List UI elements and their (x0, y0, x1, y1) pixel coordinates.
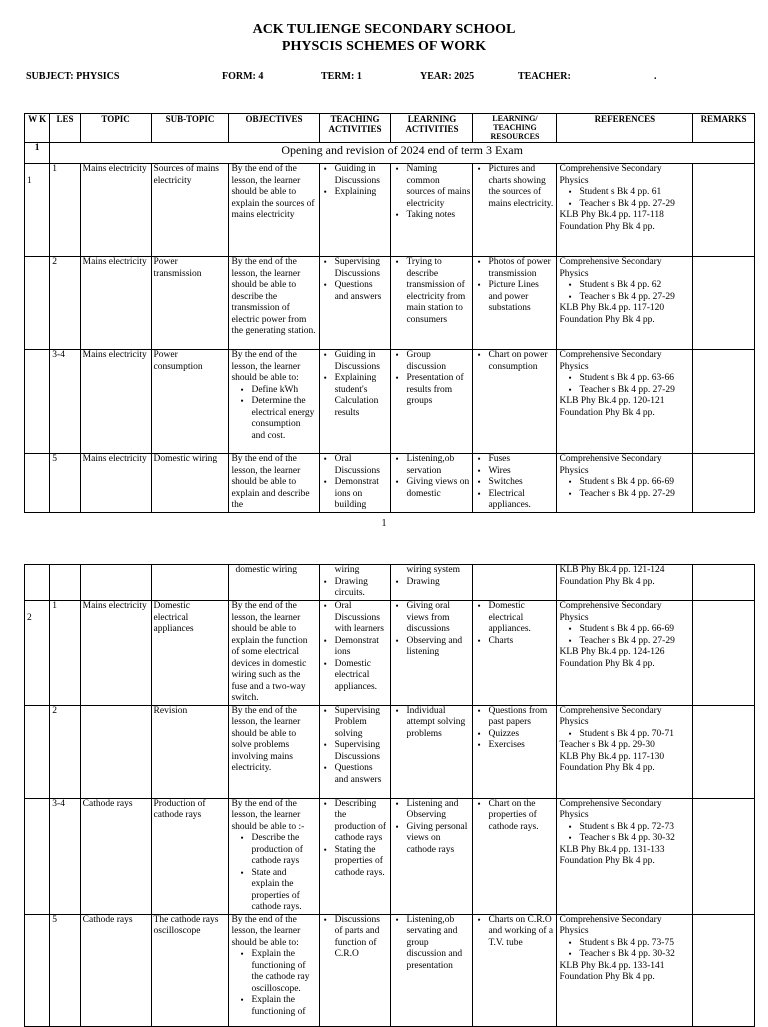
resources-cell (473, 914, 557, 1026)
objectives-text: By the end of the lesson, the learner should be able to describe the transmission of electric power from the generating station. (231, 257, 316, 336)
references-cell (557, 350, 693, 454)
list-item: • Giving views on domestic (406, 477, 470, 500)
ref-line: Foundation Phy Bk 4 pp. (559, 658, 655, 669)
resources-list (475, 257, 554, 315)
ref-list (559, 624, 690, 647)
list-item: • Student s Bk 4 pp. 62 (579, 280, 690, 292)
ref-line: Foundation Phy Bk 4 pp. (559, 972, 655, 982)
objectives-cell (229, 914, 319, 1026)
ref-head: Comprehensive Secondary Physics (559, 798, 662, 820)
subtopic-cell: Domestic wiring (151, 454, 229, 513)
col-header-les: LES (50, 114, 80, 143)
table-row (25, 454, 755, 513)
resources-list (475, 350, 554, 373)
references-cell (557, 257, 693, 350)
list-item: • Questions and answers (335, 763, 389, 786)
objectives-text: By the end of the lesson, the learner should be able to: (231, 350, 301, 383)
lesson-cell: 2 (50, 705, 80, 798)
remarks-cell (693, 601, 755, 706)
continuation-row (25, 565, 755, 601)
list-item: • Presentation of results from groups (406, 373, 470, 408)
list-item: • Demonstrat ions (335, 636, 389, 659)
col-header-topic: TOPIC (80, 114, 151, 143)
col-header-wk: W K (25, 114, 50, 143)
table-row (25, 350, 755, 454)
references-cell (557, 705, 693, 798)
week-cell (25, 798, 50, 914)
list-item: • Drawing (406, 577, 470, 589)
list-item: • Chart on power consumption (488, 350, 554, 373)
year-label: YEAR: 2025 (420, 71, 475, 82)
cont-teaching-list (322, 577, 389, 600)
list-item: • Supervising Problem solving (335, 706, 389, 741)
subject-label: SUBJECT: PHYSICS (26, 71, 120, 82)
objectives-cell (229, 705, 319, 798)
learning-cell (391, 914, 473, 1026)
topic-cell: Mains electricity (80, 454, 151, 513)
teaching-cell (319, 601, 391, 706)
table-row (25, 914, 755, 1026)
objectives-text: By the end of the lesson, the learner should be able to explain the function of some electrical devices in domestic wiring such as the fuse and a two-way switch. (231, 601, 308, 703)
list-item: • Teacher s Bk 4 pp. 27-29 (579, 636, 690, 648)
learning-list (393, 915, 470, 973)
list-item: • Explaining (335, 187, 389, 199)
list-item: • Picture Lines and power substations (488, 280, 554, 315)
list-item: • Demonstrat ions on building (335, 477, 389, 512)
references-cell (557, 601, 693, 706)
list-item: • Exercises (488, 740, 554, 752)
col-header-subtopic: SUB-TOPIC (151, 114, 229, 143)
list-item: • Explain the functioning of the cathode ray oscilloscope. (251, 949, 316, 995)
table-row (25, 164, 755, 257)
topic-cell: Cathode rays (80, 798, 151, 914)
table-row (25, 257, 755, 350)
lesson-cell: 5 (50, 914, 80, 1026)
list-item: • Teacher s Bk 4 pp. 27-29 (579, 199, 690, 211)
ref-line: KLB Phy Bk.4 pp. 131-133 (559, 844, 665, 855)
list-item: • Explaining student's Calculation results (335, 373, 389, 419)
topic-cell: Mains electricity (80, 601, 151, 706)
objectives-text: By the end of the lesson, the learner should be able to explain and describe the (231, 454, 310, 510)
learning-cell (391, 601, 473, 706)
teaching-list (322, 350, 389, 419)
cont-references (557, 565, 693, 601)
teaching-cell (319, 914, 391, 1026)
objectives-cell (229, 164, 319, 257)
col-header-teaching: TEACHING ACTIVITIES (319, 114, 391, 143)
lesson-cell: 2 (50, 257, 80, 350)
resources-list (475, 601, 554, 647)
list-item: • Domestic electrical appliances. (488, 601, 554, 636)
list-item: • Listening and Observing (406, 799, 470, 822)
list-item: • Student s Bk 4 pp. 61 (579, 187, 690, 199)
lesson-cell: 3-4 (50, 798, 80, 914)
table-header-row (25, 114, 755, 143)
resources-cell (473, 350, 557, 454)
learning-list (393, 601, 470, 659)
list-item: • Naming common sources of mains electricity (406, 164, 470, 210)
list-item: • Charts (488, 636, 554, 648)
subtopic-cell: Production of cathode rays (151, 798, 229, 914)
table-row (25, 705, 755, 798)
resources-cell (473, 705, 557, 798)
list-item: • Explain the functioning of (251, 995, 316, 1018)
references-cell (557, 798, 693, 914)
teaching-list (322, 164, 389, 199)
ref-list (559, 187, 690, 210)
teaching-cell (319, 350, 391, 454)
list-item: • Charts on C.R.O and working of a T.V. tube (488, 915, 554, 950)
list-item: • Taking notes (406, 210, 470, 222)
list-item: • Guiding in Discussions (335, 164, 389, 187)
list-item: • Individual attempt solving problems (406, 706, 470, 741)
references-cell (557, 914, 693, 1026)
ref-line: Foundation Phy Bk 4 pp. (559, 407, 655, 418)
subtopic-cell: Sources of mains electricity (151, 164, 229, 257)
learning-cell (391, 164, 473, 257)
subtopic-cell: The cathode rays oscilloscope (151, 914, 229, 1026)
teacher-value: . (654, 71, 657, 82)
ref-head: Comprehensive Secondary Physics (559, 705, 662, 727)
list-item: • Teacher s Bk 4 pp. 30-32 (579, 949, 690, 961)
list-item: • Listening,ob servating and group discussion and presentation (406, 915, 470, 973)
ref-line: Foundation Phy Bk 4 pp. (559, 221, 655, 232)
list-item: • Quizzes (488, 729, 554, 741)
remarks-cell (693, 454, 755, 513)
cont-learning-text: wiring system (406, 565, 461, 575)
ref-line: Foundation Phy Bk 4 pp. (559, 576, 655, 587)
resources-cell (473, 454, 557, 513)
cont-objectives: domestic wiring (229, 565, 319, 601)
lesson-cell: 1 (50, 601, 80, 706)
list-item: • Wires (488, 466, 554, 478)
topic-cell: Mains electricity (80, 164, 151, 257)
learning-cell (391, 350, 473, 454)
learning-list (393, 257, 470, 326)
resources-list (475, 915, 554, 950)
ref-line: KLB Phy Bk.4 pp. 117-130 (559, 751, 665, 762)
list-item: • Oral Discussions (335, 454, 389, 477)
form-label: FORM: 4 (222, 71, 264, 82)
week-cell (25, 350, 50, 454)
objectives-cell (229, 601, 319, 706)
list-item: • Determine the electrical energy consumption and cost. (251, 396, 316, 442)
lesson-cell: 3-4 (50, 350, 80, 454)
ref-list (559, 477, 690, 500)
remarks-cell (693, 705, 755, 798)
teaching-list (322, 601, 389, 693)
list-item: • Group discussion (406, 350, 470, 373)
references-cell (557, 164, 693, 257)
learning-cell (391, 798, 473, 914)
list-item: • Supervising Discussions (335, 257, 389, 280)
list-item: • Student s Bk 4 pp. 73-75 (579, 938, 690, 950)
remarks-cell (693, 164, 755, 257)
learning-list (393, 454, 470, 500)
teaching-cell (319, 798, 391, 914)
objectives-list (231, 949, 316, 1018)
remarks-cell (693, 914, 755, 1026)
school-name: ACK TULIENGE SECONDARY SCHOOL (252, 22, 516, 37)
cont-learning-list (393, 577, 470, 589)
col-header-remarks: REMARKS (693, 114, 755, 143)
ref-line: KLB Phy Bk.4 pp. 124-126 (559, 647, 665, 657)
objectives-text: By the end of the lesson, the learner should be able to solve problems involving mains electricity. (231, 705, 301, 773)
ref-list (559, 729, 690, 741)
ref-head: Comprehensive Secondary Physics (559, 257, 662, 279)
ref-head: Comprehensive Secondary Physics (559, 914, 662, 936)
opening-week: 1 (25, 143, 50, 164)
teaching-list (322, 454, 389, 512)
week-cell (25, 454, 50, 513)
learning-cell (391, 257, 473, 350)
list-item: • Oral Discussions with learners (335, 601, 389, 636)
topic-cell: Mains electricity (80, 257, 151, 350)
resources-cell (473, 798, 557, 914)
week-cell (25, 705, 50, 798)
teaching-cell (319, 257, 391, 350)
list-item: • Student s Bk 4 pp. 72-73 (579, 822, 690, 834)
list-item: • State and explain the properties of cathode rays. (251, 868, 316, 914)
resources-list (475, 706, 554, 752)
learning-cell (391, 454, 473, 513)
lesson-cell: 1 (50, 164, 80, 257)
topic-cell (80, 705, 151, 798)
ref-list (559, 822, 690, 845)
week-cell: 2 (25, 601, 50, 706)
topic-cell: Mains electricity (80, 350, 151, 454)
list-item: • Stating the properties of cathode rays. (335, 845, 389, 880)
list-item: • Questions from past papers (488, 706, 554, 729)
resources-list (475, 799, 554, 834)
references-cell (557, 454, 693, 513)
resources-list (475, 454, 554, 512)
list-item: • Electrical appliances. (488, 489, 554, 512)
teaching-cell (319, 454, 391, 513)
ref-head: Comprehensive Secondary Physics (559, 350, 662, 372)
objectives-text: By the end of the lesson, the learner should be able to: (231, 914, 301, 948)
ref-line: KLB Phy Bk.4 pp. 117-118 (559, 210, 664, 220)
objectives-list (231, 385, 316, 443)
col-header-objectives: OBJECTIVES (229, 114, 319, 143)
list-item: • Student s Bk 4 pp. 66-69 (579, 624, 690, 636)
list-item: • Teacher s Bk 4 pp. 27-29 (579, 292, 690, 304)
cont-teaching-text: wiring (334, 565, 360, 575)
list-item: • Giving personal views on cathode rays (406, 822, 470, 857)
list-item: • Teacher s Bk 4 pp. 30-32 (579, 833, 690, 845)
objectives-text: By the end of the lesson, the learner should be able to explain the sources of mains electricity (231, 164, 315, 220)
learning-cell (391, 705, 473, 798)
list-item: • Teacher s Bk 4 pp. 27-29 (579, 385, 690, 397)
list-item: • Supervising Discussions (335, 740, 389, 763)
resources-cell (473, 601, 557, 706)
term-label: TERM: 1 (321, 71, 362, 82)
list-item: • Trying to describe transmission of electricity from main station to consumers (406, 257, 470, 326)
opening-row (25, 143, 755, 164)
list-item: • Fuses (488, 454, 554, 466)
learning-list (393, 350, 470, 408)
resources-cell (473, 164, 557, 257)
ref-list (559, 280, 690, 303)
ref-line: KLB Phy Bk.4 pp. 117-120 (559, 303, 665, 313)
col-header-resources: LEARNING/ TEACHING RESOURCES (473, 114, 557, 143)
lesson-cell: 5 (50, 454, 80, 513)
table-row (25, 798, 755, 914)
opening-text: Opening and revision of 2024 end of term 3 Exam (50, 143, 755, 164)
subtopic-cell: Power transmission (151, 257, 229, 350)
list-item: • Pictures and charts showing the sources of mains electricity. (488, 164, 554, 210)
cont-teaching (319, 565, 391, 601)
list-item: • Listening,ob servation (406, 454, 470, 477)
week-cell (25, 257, 50, 350)
teaching-list (322, 915, 389, 961)
list-item: • Guiding in Discussions (335, 350, 389, 373)
ref-head: Comprehensive Secondary Physics (559, 601, 662, 623)
resources-list (475, 164, 554, 210)
list-item: • Domestic electrical appliances. (335, 659, 389, 694)
teaching-cell (319, 164, 391, 257)
list-item: • Chart on the properties of cathode rays. (488, 799, 554, 834)
ref-line: Teacher s Bk 4 pp. 29-30 (559, 740, 655, 750)
list-item: • Define kWh (251, 385, 316, 397)
ref-line: Foundation Phy Bk 4 pp. (559, 856, 655, 866)
remarks-cell (693, 798, 755, 914)
scheme-table-page-2 (24, 564, 755, 1027)
ref-line: Foundation Phy Bk 4 pp. (559, 763, 655, 773)
week-cell: 1 (25, 164, 50, 257)
col-header-learning: LEARNING ACTIVITIES (391, 114, 473, 143)
remarks-cell (693, 257, 755, 350)
list-item: • Giving oral views from discussions (406, 601, 470, 636)
ref-line: Foundation Phy Bk 4 pp. (559, 314, 655, 325)
objectives-cell (229, 454, 319, 513)
topic-cell: Cathode rays (80, 914, 151, 1026)
subtopic-cell: Revision (151, 705, 229, 798)
teaching-list (322, 706, 389, 787)
list-item: • Questions and answers (335, 280, 389, 303)
table-row (25, 601, 755, 706)
subtopic-cell: Domestic electrical appliances (151, 601, 229, 706)
remarks-cell (693, 350, 755, 454)
learning-list (393, 164, 470, 222)
col-header-references: REFERENCES (557, 114, 693, 143)
document-title: PHYSCIS SCHEMES OF WORK (281, 39, 487, 54)
week-cell (25, 914, 50, 1026)
objectives-cell (229, 257, 319, 350)
list-item: • Student s Bk 4 pp. 63-66 (579, 373, 690, 385)
resources-cell (473, 257, 557, 350)
list-item: • Student s Bk 4 pp. 70-71 (579, 729, 690, 741)
objectives-cell (229, 798, 319, 914)
list-item: • Discussions of parts and function of C.R.O (335, 915, 389, 961)
list-item: • Photos of power transmission (488, 257, 554, 280)
teaching-list (322, 799, 389, 880)
ref-line: KLB Phy Bk.4 pp. 121-124 (559, 565, 665, 575)
list-item: • Describe the production of cathode rays (251, 833, 316, 868)
learning-list (393, 799, 470, 857)
scheme-table-page-1 (24, 113, 755, 513)
list-item: • Drawing circuits. (335, 577, 389, 600)
list-item: • Student s Bk 4 pp. 66-69 (579, 477, 690, 489)
list-item: • Teacher s Bk 4 pp. 27-29 (579, 489, 690, 501)
ref-head: Comprehensive Secondary Physics (559, 454, 662, 476)
ref-line: KLB Phy Bk.4 pp. 120-121 (559, 396, 665, 406)
teacher-label: TEACHER: (518, 71, 571, 82)
ref-head: Comprehensive Secondary Physics (559, 164, 662, 186)
objectives-list (231, 833, 316, 914)
list-item: • Switches (488, 477, 554, 489)
ref-line: KLB Phy Bk.4 pp. 133-141 (559, 960, 665, 971)
cont-learning (391, 565, 473, 601)
learning-list (393, 706, 470, 741)
page-number: 1 (381, 518, 387, 529)
ref-list (559, 373, 690, 396)
objectives-cell (229, 350, 319, 454)
objectives-text: By the end of the lesson, the learner should be able to :- (231, 798, 305, 832)
ref-list (559, 938, 690, 961)
teaching-list (322, 257, 389, 303)
list-item: • Observing and listening (406, 636, 470, 659)
teaching-cell (319, 705, 391, 798)
subtopic-cell: Power consumption (151, 350, 229, 454)
list-item: • Describing the production of cathode rays (335, 799, 389, 845)
